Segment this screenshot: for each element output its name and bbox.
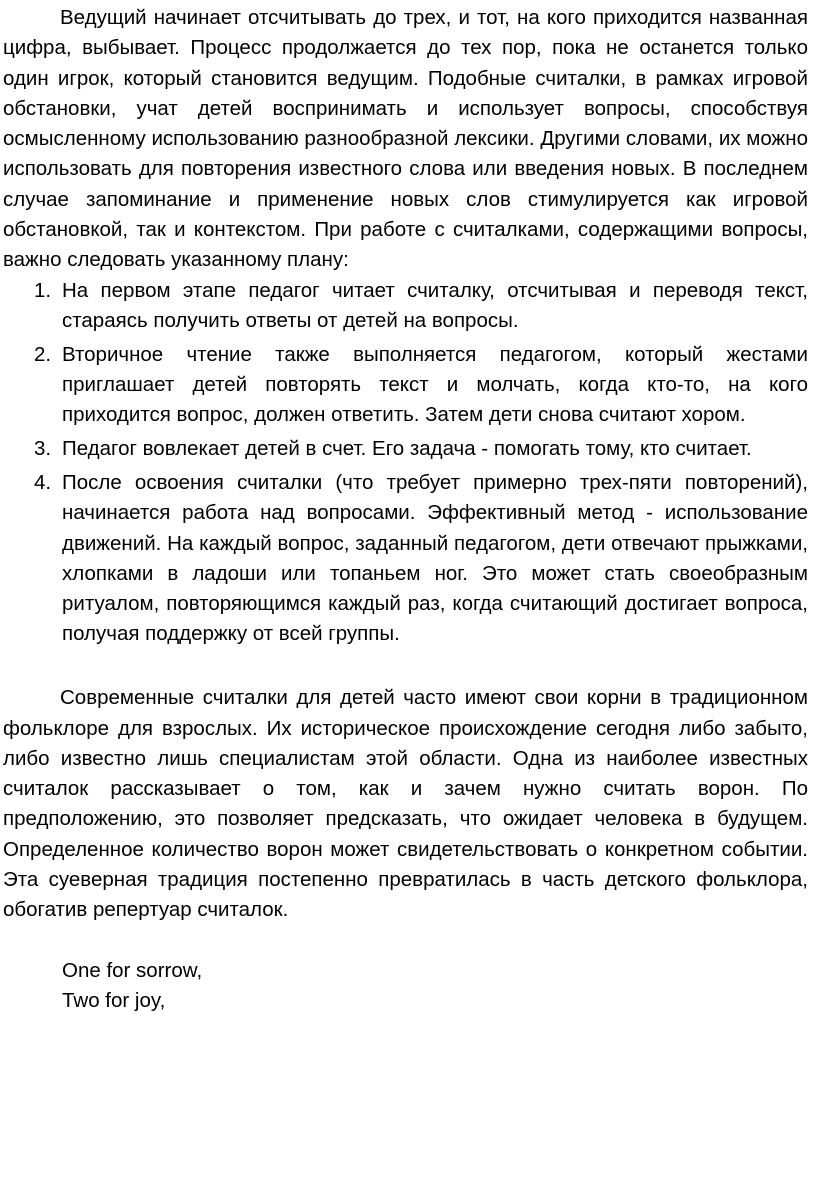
verse-line: Two for joy, (62, 988, 166, 1012)
list-item-number: 2. (34, 342, 52, 366)
list-item (3, 468, 808, 650)
list-item (3, 276, 808, 337)
list-item-text: Педагог вовлекает детей в счет. Его задача - помогать тому, кто считает. (62, 437, 752, 461)
numbered-list (3, 276, 808, 650)
list-item-number: 1. (34, 278, 52, 302)
list-item (3, 340, 808, 431)
list-item (3, 434, 808, 464)
list-item-text: Вторичное чтение также выполняется педагогом, который жестами приглашает детей повторять текст и молчать, когда кто-то, на кого приходится вопрос, должен ответить. Затем дети снова считают хором. (62, 342, 808, 427)
body-paragraph: Современные считалки для детей часто имеют свои корни в традиционном фольклоре для взрослых. Их историческое происхождение сегодня либо забыто, либо известно лишь специалистам этой области. Одна из наиболее известных считалок рассказывает о том, как и зачем нужно считать ворон. По предположению, это позволяет предсказать, что ожидает человека в будущем. Определенное количество ворон может свидетельствовать о конкретном событии. Эта суеверная традиция постепенно превратилась в часть детского фольклора, обогатив репертуар считалок. (3, 686, 808, 922)
list-item-number: 3. (34, 437, 52, 461)
list-item-number: 4. (34, 470, 52, 494)
blank-line (3, 653, 808, 683)
blank-line (3, 926, 808, 956)
body-paragraph: Ведущий начинает отсчитывать до трех, и тот, на кого приходится названная цифра, выбывает. Процесс продолжается до тех пор, пока не останется только один игрок, который становится ведущим. Подобные считалки, в рамках игровой обстановки, учат детей воспринимать и использует вопросы, способствуя осмысленному использованию разнообразной лексики. Другими словами, их можно использовать для повторения известного слова или введения новых. В последнем случае запоминание и применение новых слов стимулируется как игровой обстановкой, так и контекстом. При работе с считалками, содержащими вопросы, важно следовать указанному плану: (3, 6, 808, 272)
verse-line: One for sorrow, (62, 958, 203, 982)
list-item-text: После освоения считалки (что требует примерно трех-пяти повторений), начинается работа над вопросами. Эффективный метод - использование движений. На каждый вопрос, заданный педагогом, дети отвечают прыжками, хлопками в ладоши или топаньем ног. Это может стать своеобразным ритуалом, повторяющимся каждый раз, когда считающий достигает вопроса, получая поддержку от всей группы. (62, 470, 808, 646)
list-item-text: На первом этапе педагог читает считалку, отсчитывая и переводя текст, стараясь получить ответы от детей на вопросы. (62, 278, 808, 332)
